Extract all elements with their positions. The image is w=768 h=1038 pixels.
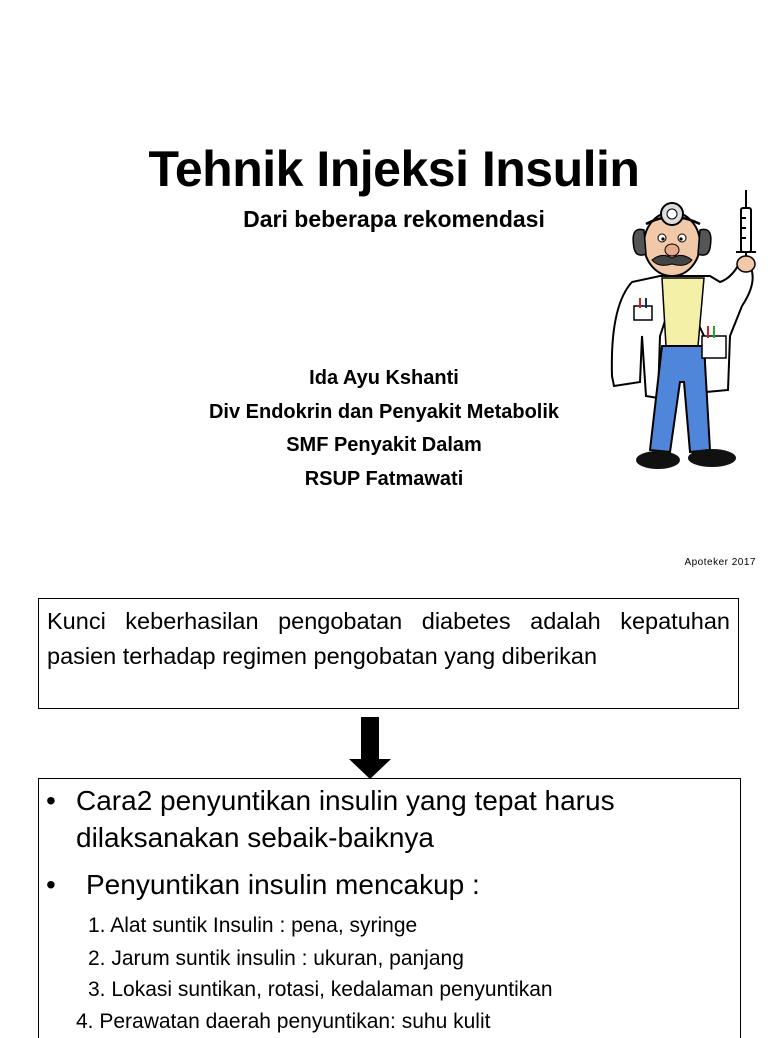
author-hospital: RSUP Fatmawati (304, 467, 464, 490)
bullet-item (46, 866, 726, 903)
footer-note: Apoteker 2017 (684, 557, 756, 568)
author-name: Ida Ayu Kshanti (309, 367, 459, 389)
sub-item-needle: 2. Jarum suntik insulin : ukuran, panjang (88, 947, 464, 970)
sub-item-syringe: 1. Alat suntik Insulin : pena, syringe (88, 914, 418, 937)
sub-item-care: 4. Perawatan daerah penyuntikan: suhu kulit (76, 1010, 491, 1033)
author-department: SMF Penyakit Dalam (286, 434, 482, 456)
sub-item-location: 3. Lokasi suntikan, rotasi, kedalaman penyuntikan (88, 978, 553, 1001)
slide-subtitle: Dari beberapa rekomendasi (243, 206, 545, 232)
down-arrow-icon (347, 717, 393, 781)
bullet-dot: • (46, 869, 56, 900)
bullet-text: Penyuntikan insulin mencakup : (86, 869, 480, 900)
bullet-item (46, 782, 726, 856)
author-division: Div Endokrin dan Penyakit Metabolik (208, 400, 560, 423)
bullet-text: Cara2 penyuntikan insulin yang tepat harus dilaksanakan sebaik-baiknya (76, 785, 615, 853)
doctor-with-syringe-icon (600, 186, 768, 478)
slide-title: Tehnik Injeksi Insulin (148, 141, 640, 197)
key-statement-box: Kunci keberhasilan pengobatan diabetes adalah kepatuhan pasien terhadap regimen pengobatan yang diberikan (38, 598, 739, 709)
bullet-dot: • (46, 785, 56, 816)
